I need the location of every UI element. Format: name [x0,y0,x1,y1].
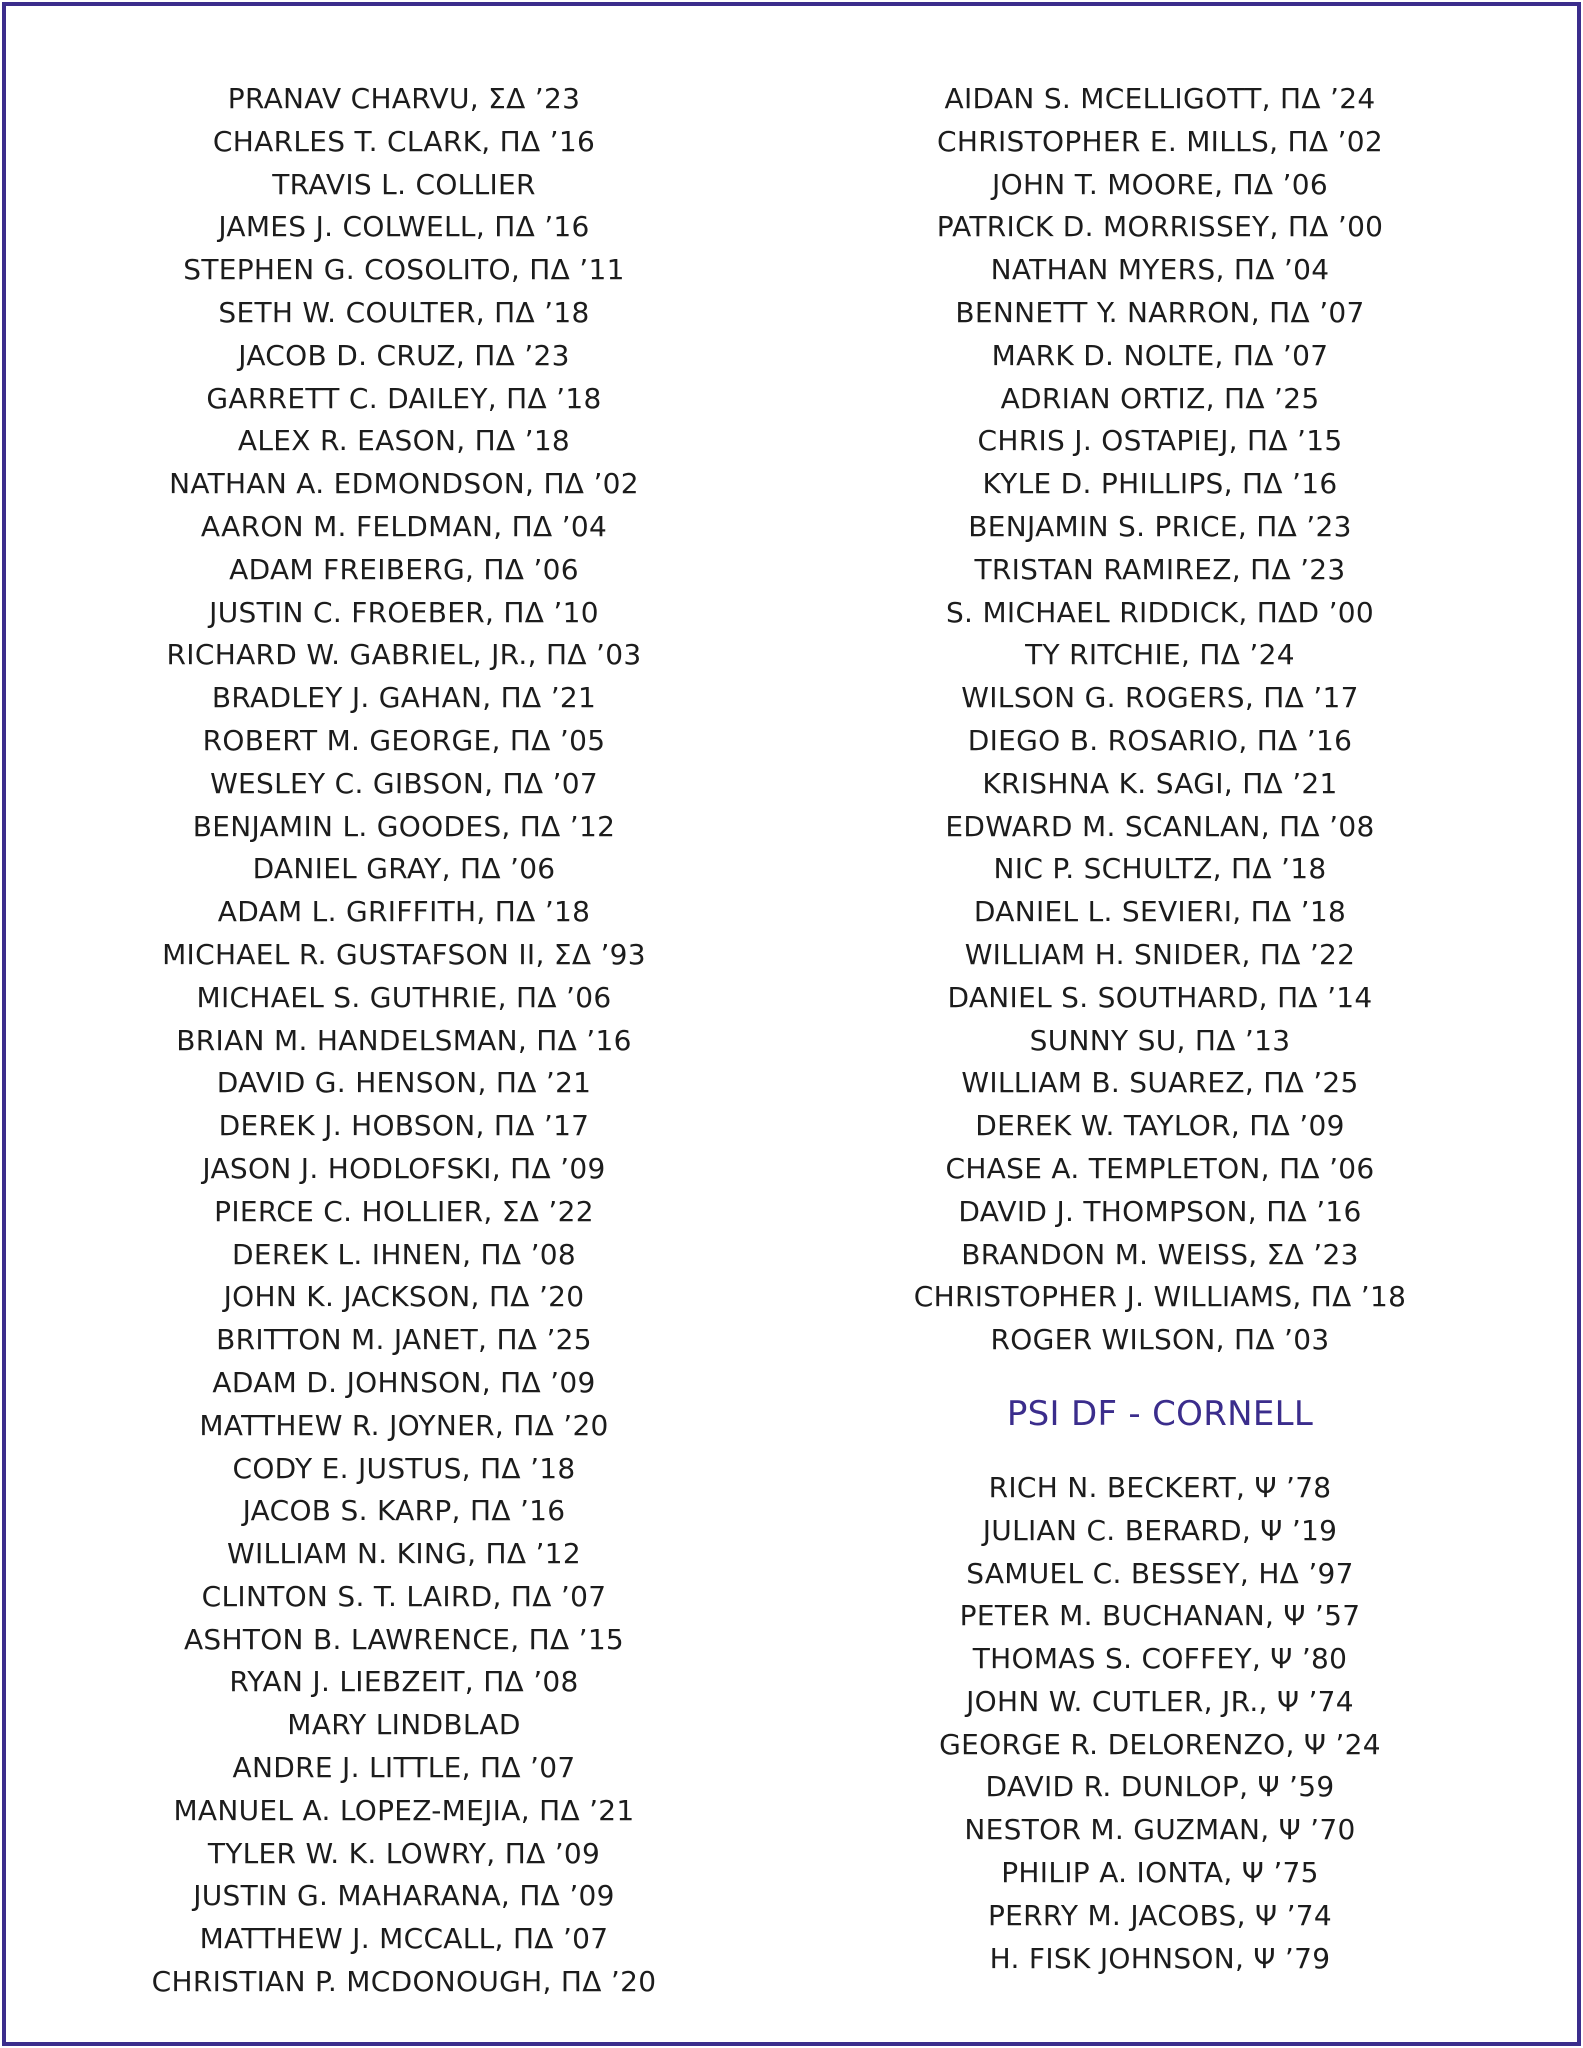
list-item: RICH N. BECKERT, Ψ ’78 [988,1470,1332,1504]
list-item: TRAVIS L. COLLIER [272,167,536,201]
list-item: DANIEL L. SEVIERI, ΠΔ ’18 [973,895,1347,929]
list-item: MATTHEW R. JOYNER, ΠΔ ’20 [199,1408,609,1442]
section-heading-psi-cornell: PSI DF - CORNELL [1006,1393,1314,1434]
list-item: PHILIP A. IONTA, Ψ ’75 [1001,1856,1319,1890]
list-item: AARON M. FELDMAN, ΠΔ ’04 [200,509,608,543]
list-item: BENJAMIN S. PRICE, ΠΔ ’23 [968,509,1352,543]
list-item: WILLIAM B. SUAREZ, ΠΔ ’25 [961,1066,1359,1100]
list-item: PATRICK D. MORRISSEY, ΠΔ ’00 [936,210,1384,244]
list-item: ROBERT M. GEORGE, ΠΔ ’05 [202,723,606,757]
list-item: PETER M. BUCHANAN, Ψ ’57 [959,1599,1361,1633]
list-item: TY RITCHIE, ΠΔ ’24 [1025,638,1295,672]
list-item: PERRY M. JACOBS, Ψ ’74 [987,1898,1333,1932]
list-item: MICHAEL R. GUSTAFSON II, ΣΔ ’93 [162,937,646,971]
list-item: CHRIS J. OSTAPIEJ, ΠΔ ’15 [977,424,1343,458]
list-item: KRISHNA K. SAGI, ΠΔ ’21 [982,766,1338,800]
list-item: ASHTON B. LAWRENCE, ΠΔ ’15 [183,1622,625,1656]
list-item: GEORGE R. DELORENZO, Ψ ’24 [939,1727,1381,1761]
list-item: JASON J. HODLOFSKI, ΠΔ ’09 [202,1151,606,1185]
list-item: MICHAEL S. GUTHRIE, ΠΔ ’06 [196,980,612,1014]
list-item: DANIEL GRAY, ΠΔ ’06 [252,852,556,886]
list-item: JACOB D. CRUZ, ΠΔ ’23 [238,338,570,372]
left-name-column [24,78,784,2004]
list-item: MARY LINDBLAD [287,1708,521,1742]
list-item: CODY E. JUSTUS, ΠΔ ’18 [232,1451,576,1485]
list-item: PRANAV CHARVU, ΣΔ ’23 [227,82,581,115]
list-item: DEREK L. IHNEN, ΠΔ ’08 [232,1237,576,1271]
list-item: ADAM FREIBERG, ΠΔ ’06 [229,552,579,586]
list-item: MATTHEW J. MCCALL, ΠΔ ’07 [199,1922,609,1956]
list-item: AIDAN S. MCELLIGOTT, ΠΔ ’24 [944,82,1376,115]
list-item: TRISTAN RAMIREZ, ΠΔ ’23 [974,552,1346,586]
list-item: MARK D. NOLTE, ΠΔ ’07 [991,338,1329,372]
list-item: WILLIAM N. KING, ΠΔ ’12 [227,1537,581,1571]
list-item: DAVID G. HENSON, ΠΔ ’21 [216,1066,592,1100]
list-item: ANDRE J. LITTLE, ΠΔ ’07 [232,1751,576,1785]
list-item: THOMAS S. COFFEY, Ψ ’80 [972,1642,1348,1676]
list-item: KYLE D. PHILLIPS, ΠΔ ’16 [982,467,1338,501]
list-item: ADRIAN ORTIZ, ΠΔ ’25 [1000,381,1320,415]
list-item: NESTOR M. GUZMAN, Ψ ’70 [964,1813,1356,1847]
list-item: CHRISTOPHER E. MILLS, ΠΔ ’02 [937,124,1383,158]
list-item: SUNNY SU, ΠΔ ’13 [1029,1023,1291,1057]
list-item: JULIAN C. BERARD, Ψ ’19 [982,1513,1338,1547]
list-item: BRADLEY J. GAHAN, ΠΔ ’21 [211,681,597,715]
list-item: JUSTIN C. FROEBER, ΠΔ ’10 [209,595,599,629]
list-item: DANIEL S. SOUTHARD, ΠΔ ’14 [947,980,1373,1014]
list-item: ALEX R. EASON, ΠΔ ’18 [237,424,571,458]
list-item: S. MICHAEL RIDDICK, ΠΔD ’00 [945,595,1375,629]
list-item: CHRISTIAN P. MCDONOUGH, ΠΔ ’20 [151,1965,657,1999]
right-name-column [780,78,1540,1980]
list-item: JAMES J. COLWELL, ΠΔ ’16 [218,210,590,244]
list-item: PIERCE C. HOLLIER, ΣΔ ’22 [214,1194,594,1228]
list-item: GARRETT C. DAILEY, ΠΔ ’18 [206,381,602,415]
list-item: H. FISK JOHNSON, Ψ ’79 [989,1941,1331,1975]
list-item: CHRISTOPHER J. WILLIAMS, ΠΔ ’18 [913,1280,1407,1314]
list-item: SAMUEL C. BESSEY, HΔ ’97 [966,1556,1354,1590]
list-item: BENNETT Y. NARRON, ΠΔ ’07 [955,295,1365,329]
list-item: ADAM D. JOHNSON, ΠΔ ’09 [212,1365,596,1399]
list-item: JACOB S. KARP, ΠΔ ’16 [242,1494,566,1528]
list-item: JOHN K. JACKSON, ΠΔ ’20 [223,1280,585,1314]
list-item: ROGER WILSON, ΠΔ ’03 [990,1323,1330,1357]
list-item: NATHAN A. EDMONDSON, ΠΔ ’02 [169,467,639,501]
list-item: WILSON G. ROGERS, ΠΔ ’17 [961,681,1359,715]
list-item: BRANDON M. WEISS, ΣΔ ’23 [961,1237,1359,1271]
list-item: TYLER W. K. LOWRY, ΠΔ ’09 [207,1836,601,1870]
list-item: DEREK W. TAYLOR, ΠΔ ’09 [975,1109,1345,1143]
list-item: DEREK J. HOBSON, ΠΔ ’17 [218,1109,590,1143]
list-item: JOHN W. CUTLER, JR., Ψ ’74 [966,1684,1354,1718]
list-item: ADAM L. GRIFFITH, ΠΔ ’18 [217,895,591,929]
list-item: CHASE A. TEMPLETON, ΠΔ ’06 [945,1151,1375,1185]
list-item: WILLIAM H. SNIDER, ΠΔ ’22 [964,937,1356,971]
list-item: DAVID R. DUNLOP, Ψ ’59 [985,1770,1335,1804]
list-item: JUSTIN G. MAHARANA, ΠΔ ’09 [193,1879,615,1913]
list-item: NIC P. SCHULTZ, ΠΔ ’18 [993,852,1327,886]
list-item: CHARLES T. CLARK, ΠΔ ’16 [212,124,596,158]
list-item: RICHARD W. GABRIEL, JR., ΠΔ ’03 [166,638,642,672]
list-item: RYAN J. LIEBZEIT, ΠΔ ’08 [229,1665,579,1699]
list-item: DAVID J. THOMPSON, ΠΔ ’16 [958,1194,1362,1228]
list-item: MANUEL A. LOPEZ-MEJIA, ΠΔ ’21 [173,1793,635,1827]
list-item: WESLEY C. GIBSON, ΠΔ ’07 [210,766,598,800]
list-item: SETH W. COULTER, ΠΔ ’18 [218,295,590,329]
list-item: BRIAN M. HANDELSMAN, ΠΔ ’16 [176,1023,632,1057]
list-item: NATHAN MYERS, ΠΔ ’04 [990,253,1330,287]
list-item: BRITTON M. JANET, ΠΔ ’25 [216,1323,592,1357]
list-item: DIEGO B. ROSARIO, ΠΔ ’16 [967,723,1353,757]
list-item: BENJAMIN L. GOODES, ΠΔ ’12 [192,809,616,843]
list-item: EDWARD M. SCANLAN, ΠΔ ’08 [945,809,1375,843]
list-item: JOHN T. MOORE, ΠΔ ’06 [992,167,1328,201]
list-item: CLINTON S. T. LAIRD, ΠΔ ’07 [201,1579,607,1613]
list-item: STEPHEN G. COSOLITO, ΠΔ ’11 [183,253,625,287]
